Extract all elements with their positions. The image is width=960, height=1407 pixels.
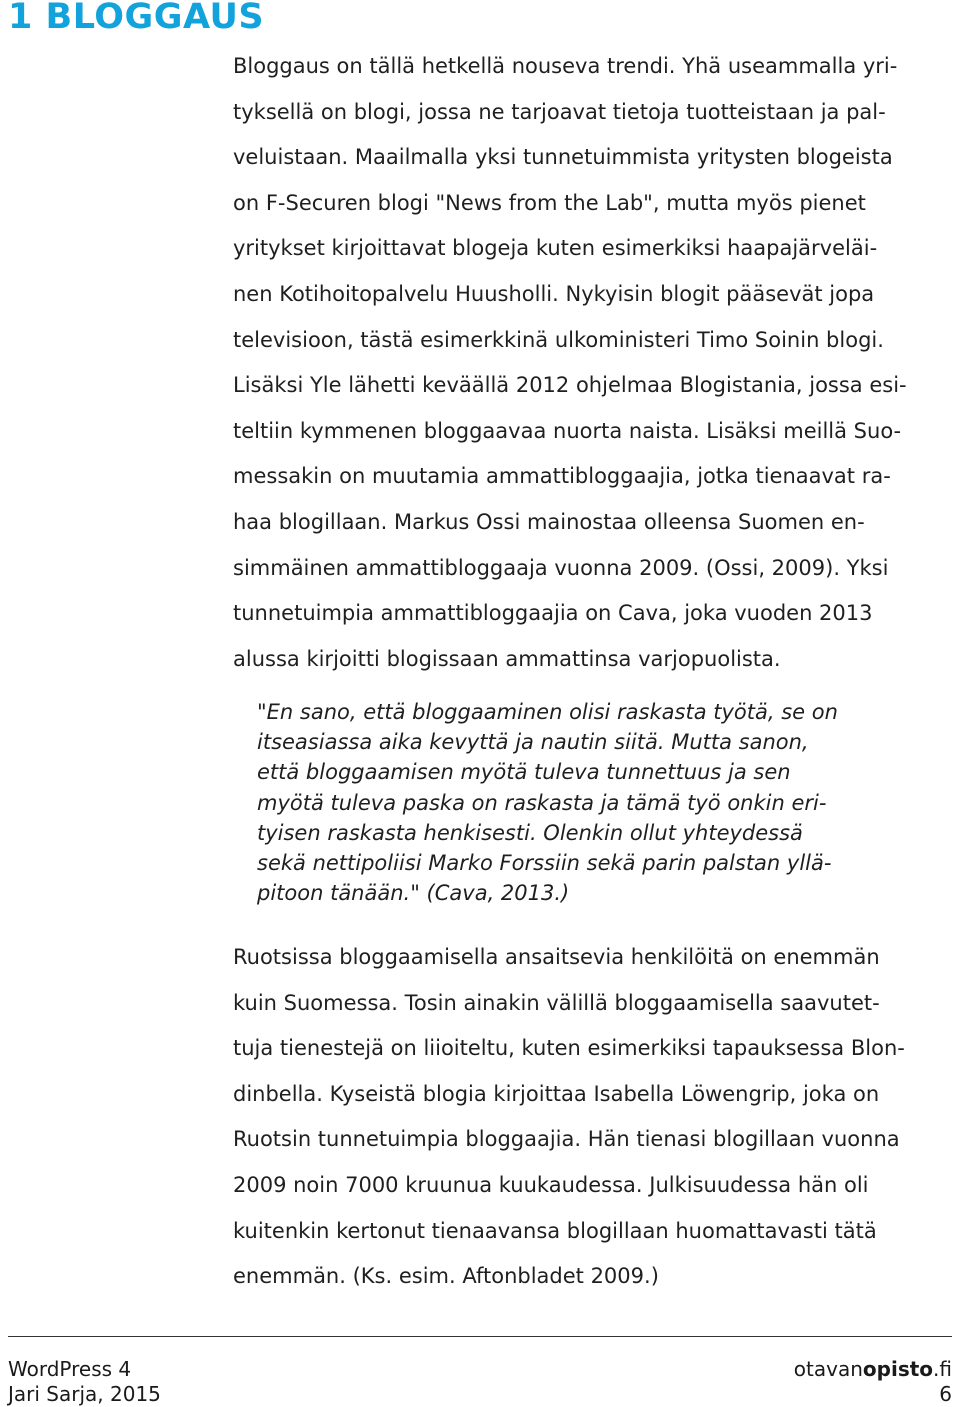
text-line: tunnetuimpia ammattibloggaajia on Cava, joka vuoden 2013 xyxy=(233,601,873,626)
footer-divider xyxy=(8,1336,952,1337)
text-line: messakin on muutamia ammattibloggaajia, jotka tienaavat ra- xyxy=(233,464,891,489)
quote-line: myötä tuleva paska on raskasta ja tämä työ onkin eri- xyxy=(257,790,827,815)
footer-author: Jari Sarja, 2015 xyxy=(8,1382,161,1406)
text-line: alussa kirjoitti blogissaan ammattinsa varjopuolista. xyxy=(233,646,781,671)
text-line: on F-Securen blogi "News from the Lab", mutta myös pienet xyxy=(233,190,866,215)
footer-brand xyxy=(794,1357,952,1381)
text-line: teltiin kymmenen bloggaavaa nuorta naista. Lisäksi meillä Suo- xyxy=(233,418,902,443)
text-line: Ruotsissa bloggaamisella ansaitsevia henkilöitä on enemmän xyxy=(233,945,880,969)
quote-line: itseasiassa aika kevyttä ja nautin siitä. Mutta sanon, xyxy=(257,730,809,755)
page-heading: 1 BLOGGAUS xyxy=(8,0,265,37)
quote-line: "En sano, että bloggaaminen olisi raskasta työtä, se on xyxy=(257,700,838,724)
quote-line: että bloggaamisen myötä tuleva tunnettuus ja sen xyxy=(257,760,791,785)
quote-line: sekä nettipoliisi Marko Forssiin sekä parin palstan yllä- xyxy=(257,851,832,876)
text-line: Bloggaus on tällä hetkellä nouseva trendi. Yhä useammalla yri- xyxy=(233,54,898,78)
text-line: 2009 noin 7000 kruunua kuukaudessa. Julkisuudessa hän oli xyxy=(233,1172,869,1197)
quote-line: tyisen raskasta henkisesti. Olenkin ollut yhteydessä xyxy=(257,820,803,845)
body-paragraph-1 xyxy=(233,44,955,682)
text-line: tyksellä on blogi, jossa ne tarjoavat tietoja tuotteistaan ja pal- xyxy=(233,99,886,124)
text-line: Lisäksi Yle lähetti keväällä 2012 ohjelmaa Blogistania, jossa esi- xyxy=(233,373,907,398)
text-line: kuin Suomessa. Tosin ainakin välillä bloggaamisella saavutet- xyxy=(233,990,880,1015)
text-line: tuja tienestejä on liioiteltu, kuten esimerkiksi tapauksessa Blon- xyxy=(233,1036,905,1061)
page-number: 6 xyxy=(939,1382,952,1406)
brand-suffix: .fi xyxy=(933,1357,952,1381)
body-paragraph-2 xyxy=(233,935,955,1300)
footer-course: WordPress 4 xyxy=(8,1357,132,1381)
text-line: enemmän. (Ks. esim. Aftonbladet 2009.) xyxy=(233,1264,659,1289)
text-line: simmäinen ammattibloggaaja vuonna 2009. (Ossi, 2009). Yksi xyxy=(233,555,889,580)
text-line: dinbella. Kyseistä blogia kirjoittaa Isabella Löwengrip, joka on xyxy=(233,1081,880,1106)
text-line: kuitenkin kertonut tienaavansa blogillaan huomattavasti tätä xyxy=(233,1218,877,1243)
text-line: Ruotsin tunnetuimpia bloggaajia. Hän tienasi blogillaan vuonna xyxy=(233,1127,900,1152)
quote-line: pitoon tänään." (Cava, 2013.) xyxy=(257,881,570,906)
text-line: televisioon, tästä esimerkkinä ulkoministeri Timo Soinin blogi. xyxy=(233,327,884,352)
text-line: nen Kotihoitopalvelu Huusholli. Nykyisin blogit pääsevät jopa xyxy=(233,281,875,306)
brand-prefix: otavan xyxy=(793,1357,863,1381)
text-line: veluistaan. Maailmalla yksi tunnetuimmista yritysten blogeista xyxy=(233,145,893,170)
text-line: yritykset kirjoittavat blogeja kuten esimerkiksi haapajärveläi- xyxy=(233,236,878,261)
text-line: haa blogillaan. Markus Ossi mainostaa olleensa Suomen en- xyxy=(233,509,865,534)
brand-bold: opisto xyxy=(862,1357,934,1381)
block-quote xyxy=(257,697,838,908)
